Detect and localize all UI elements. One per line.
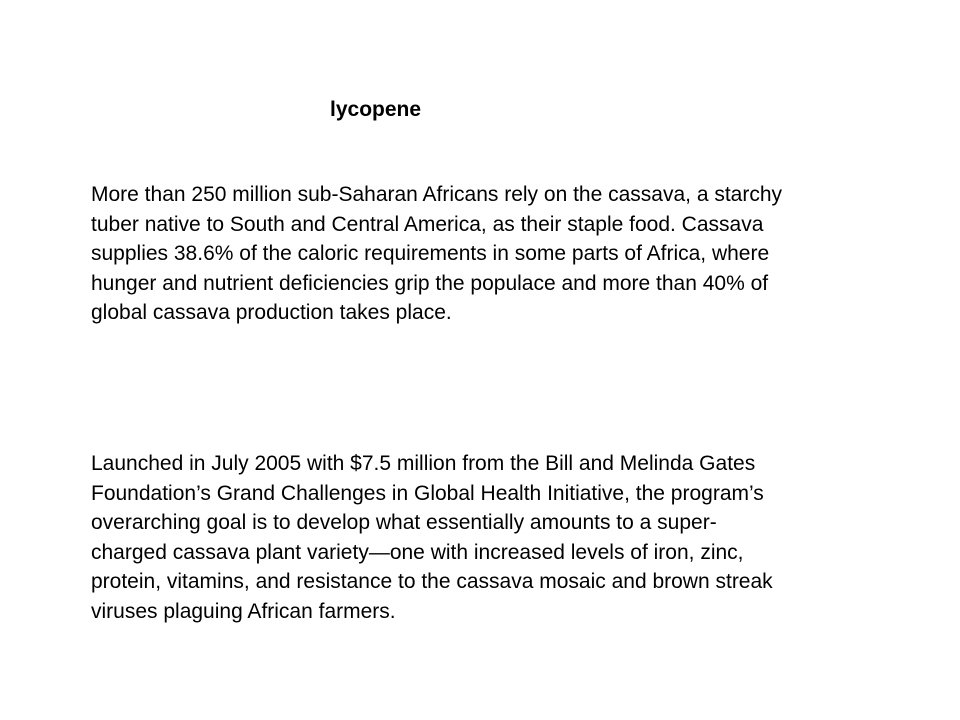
text-line: protein, vitamins, and resistance to the cassava mosaic and brown streak bbox=[91, 570, 773, 594]
text-line: global cassava production takes place. bbox=[91, 301, 452, 325]
text-line: charged cassava plant variety—one with increased levels of iron, zinc, bbox=[91, 540, 744, 564]
text-line: More than 250 million sub-Saharan Africans rely on the cassava, a starchy bbox=[91, 183, 783, 206]
text-line: overarching goal is to develop what essentially amounts to a super- bbox=[91, 511, 717, 535]
text-line: hunger and nutrient deficiencies grip the populace and more than 40% of bbox=[91, 271, 769, 295]
paragraph-cassava-reliance bbox=[91, 180, 891, 328]
text-line: viruses plaguing African farmers. bbox=[91, 599, 396, 623]
text-line: tuber native to South and Central America, as their staple food. Cassava bbox=[91, 212, 764, 236]
text-line: Foundation’s Grand Challenges in Global Health Initiative, the program’s bbox=[91, 481, 764, 505]
paragraph-program-launch bbox=[91, 449, 891, 627]
text-line: supplies 38.6% of the caloric requirements in some parts of Africa, where bbox=[91, 242, 770, 266]
slide-title: lycopene bbox=[330, 98, 422, 121]
text-line: Launched in July 2005 with $7.5 million from the Bill and Melinda Gates bbox=[91, 452, 756, 475]
